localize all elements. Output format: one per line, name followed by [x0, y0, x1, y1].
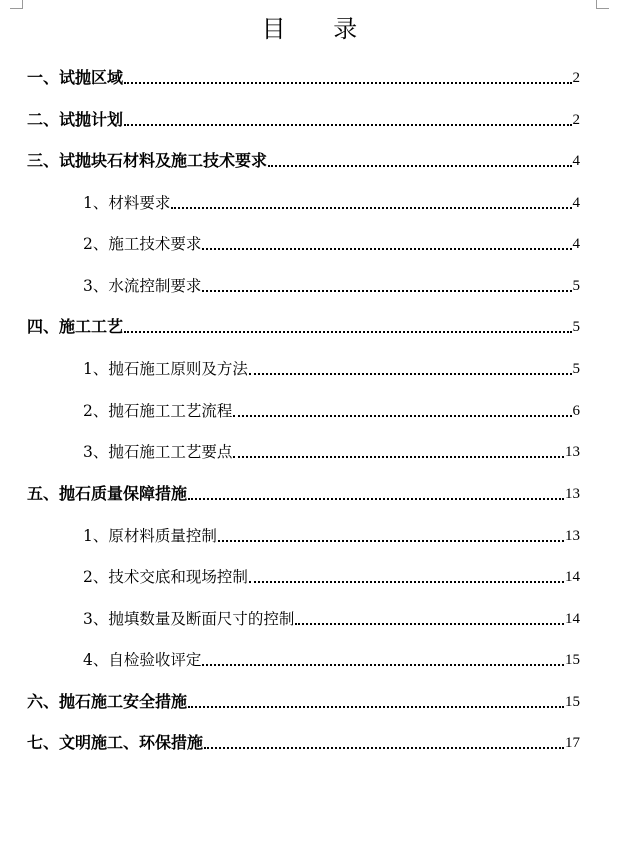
- toc-entry-label: 4、自检验收评定: [83, 651, 202, 669]
- toc-entry-label: 1、材料要求: [83, 194, 171, 212]
- dot-leader: [249, 581, 564, 583]
- page-corner-mark-right: [596, 0, 609, 9]
- toc-entry-label: 3、抛填数量及断面尺寸的控制: [83, 610, 295, 628]
- toc-title: 目 录: [261, 15, 378, 43]
- toc-entry-section-2[interactable]: [27, 108, 580, 130]
- toc-entry-label: 三、试抛块石材料及施工技术要求: [27, 151, 268, 170]
- toc-entry-page-number: 4: [572, 195, 580, 211]
- toc-entry-label: 七、文明施工、环保措施: [27, 733, 204, 752]
- dot-leader: [268, 165, 571, 167]
- toc-entry-page-number: 14: [565, 611, 580, 627]
- toc-entry-page-number: 4: [572, 236, 580, 252]
- toc-entry-label: 2、施工技术要求: [83, 235, 202, 253]
- toc-entry-page-number: 13: [565, 444, 580, 460]
- dot-leader: [202, 290, 571, 292]
- toc-entry-page-number: 15: [565, 694, 580, 710]
- toc-entry-page-number: 2: [572, 112, 580, 128]
- toc-entry-page-number: 4: [572, 153, 580, 169]
- toc-entry-page-number: 13: [565, 528, 580, 544]
- dot-leader: [295, 623, 564, 625]
- toc-entry-section-4-1[interactable]: [83, 357, 580, 379]
- toc-entry-section-5-3[interactable]: [83, 607, 580, 629]
- dot-leader: [202, 664, 564, 666]
- dot-leader: [218, 540, 564, 542]
- dot-leader: [124, 82, 571, 84]
- dot-leader: [233, 415, 571, 417]
- toc-entry-section-5-4[interactable]: [83, 648, 580, 670]
- toc-entry-label: 六、抛石施工安全措施: [27, 692, 188, 711]
- toc-entry-page-number: 14: [565, 569, 580, 585]
- toc-entry-section-3-3[interactable]: [83, 274, 580, 296]
- toc-entry-section-5-1[interactable]: [83, 524, 580, 546]
- toc-entry-label: 四、施工工艺: [27, 317, 124, 336]
- dot-leader: [188, 706, 564, 708]
- toc-entry-label: 二、试抛计划: [27, 110, 124, 129]
- dot-leader: [124, 331, 571, 333]
- toc-entry-page-number: 5: [572, 361, 580, 377]
- toc-entry-label: 3、水流控制要求: [83, 277, 202, 295]
- toc-entry-label: 五、抛石质量保障措施: [27, 484, 188, 503]
- toc-entry-label: 一、试抛区域: [27, 68, 124, 87]
- toc-entry-page-number: 6: [572, 403, 580, 419]
- toc-entry-section-7[interactable]: [27, 731, 580, 753]
- toc-entry-section-3[interactable]: [27, 149, 580, 171]
- toc-entry-section-6[interactable]: [27, 690, 580, 712]
- toc-entry-page-number: 2: [572, 70, 580, 86]
- dot-leader: [124, 124, 571, 126]
- dot-leader: [188, 498, 564, 500]
- toc-entry-section-4[interactable]: [27, 315, 580, 337]
- dot-leader: [171, 207, 571, 209]
- dot-leader: [249, 373, 572, 375]
- toc-entry-page-number: 13: [565, 486, 580, 502]
- toc-entry-label: 1、抛石施工原则及方法: [83, 360, 248, 378]
- dot-leader: [233, 456, 564, 458]
- toc-entry-section-1[interactable]: [27, 66, 580, 88]
- toc-entry-page-number: 17: [565, 735, 580, 751]
- toc-entry-label: 3、抛石施工工艺要点: [83, 443, 233, 461]
- toc-entry-label: 2、技术交底和现场控制: [83, 568, 248, 586]
- toc-entry-page-number: 5: [572, 278, 580, 294]
- toc-entry-label: 2、抛石施工工艺流程: [83, 402, 233, 420]
- toc-entry-page-number: 15: [565, 652, 580, 668]
- page-corner-mark-left: [10, 0, 23, 9]
- dot-leader: [202, 248, 571, 250]
- toc-entry-label: 1、原材料质量控制: [83, 527, 217, 545]
- toc-entry-page-number: 5: [572, 319, 580, 335]
- toc-entry-section-4-3[interactable]: [83, 440, 580, 462]
- toc-entry-section-3-1[interactable]: [83, 191, 580, 213]
- dot-leader: [204, 747, 564, 749]
- toc-entry-section-5-2[interactable]: [83, 565, 580, 587]
- toc-entry-section-5[interactable]: [27, 482, 580, 504]
- toc-entry-section-3-2[interactable]: [83, 232, 580, 254]
- toc-entry-section-4-2[interactable]: [83, 399, 580, 421]
